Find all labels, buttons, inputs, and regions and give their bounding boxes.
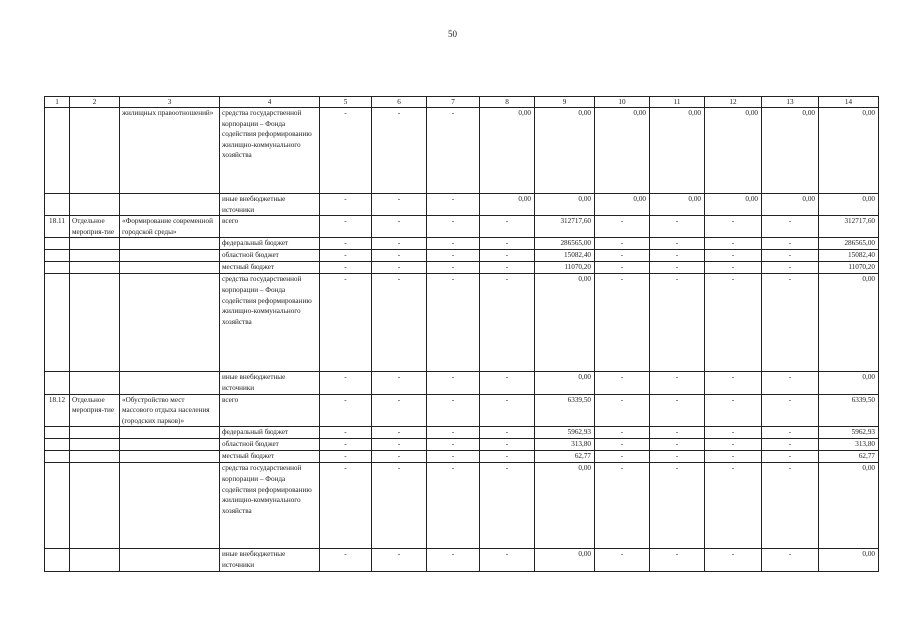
value-cell: - bbox=[427, 463, 480, 549]
value-cell: 313,80 bbox=[535, 439, 595, 451]
funding-source-cell: местный бюджет bbox=[220, 451, 320, 463]
funding-source-cell: областной бюджет bbox=[220, 250, 320, 262]
funding-source-cell: средства государственной корпорации – Фонда содействия реформированию жилищно-коммунального хозяйства bbox=[220, 108, 320, 194]
table-row bbox=[45, 216, 879, 238]
item-name-cell: жилищных правоотношений» bbox=[120, 108, 220, 194]
item-type-cell bbox=[70, 274, 120, 372]
value-cell: - bbox=[650, 439, 705, 451]
item-number-cell bbox=[45, 194, 70, 216]
column-header: 8 bbox=[480, 97, 535, 108]
value-cell: - bbox=[480, 439, 535, 451]
value-cell: 62,77 bbox=[819, 451, 879, 463]
value-cell: - bbox=[705, 427, 762, 439]
item-number-cell bbox=[45, 451, 70, 463]
value-cell: 0,00 bbox=[762, 108, 819, 194]
value-cell: - bbox=[372, 250, 427, 262]
value-cell: - bbox=[480, 394, 535, 427]
column-header: 1 bbox=[45, 97, 70, 108]
column-header: 6 bbox=[372, 97, 427, 108]
item-number-cell bbox=[45, 250, 70, 262]
column-header: 7 bbox=[427, 97, 480, 108]
value-cell: - bbox=[705, 451, 762, 463]
value-cell: - bbox=[372, 238, 427, 250]
value-cell: 0,00 bbox=[819, 194, 879, 216]
item-type-cell bbox=[70, 439, 120, 451]
value-cell: - bbox=[427, 427, 480, 439]
value-cell: - bbox=[480, 427, 535, 439]
value-cell: - bbox=[650, 262, 705, 274]
value-cell: - bbox=[320, 463, 372, 549]
item-number-cell bbox=[45, 274, 70, 372]
item-number-cell bbox=[45, 439, 70, 451]
value-cell: - bbox=[320, 262, 372, 274]
value-cell: - bbox=[650, 216, 705, 238]
item-number-cell: 18.12 bbox=[45, 394, 70, 427]
item-name-cell bbox=[120, 194, 220, 216]
funding-source-cell: федеральный бюджет bbox=[220, 427, 320, 439]
value-cell: - bbox=[650, 549, 705, 571]
item-name-cell bbox=[120, 463, 220, 549]
value-cell: - bbox=[595, 549, 650, 571]
value-cell: - bbox=[427, 194, 480, 216]
value-cell: - bbox=[320, 427, 372, 439]
value-cell: 5962,93 bbox=[535, 427, 595, 439]
item-name-cell bbox=[120, 372, 220, 394]
item-number-cell bbox=[45, 108, 70, 194]
value-cell: 0,00 bbox=[705, 194, 762, 216]
value-cell: - bbox=[427, 394, 480, 427]
item-number-cell bbox=[45, 238, 70, 250]
item-name-cell bbox=[120, 250, 220, 262]
value-cell: - bbox=[427, 274, 480, 372]
item-type-cell bbox=[70, 238, 120, 250]
value-cell: - bbox=[595, 427, 650, 439]
item-name-cell bbox=[120, 262, 220, 274]
value-cell: 0,00 bbox=[480, 194, 535, 216]
value-cell: - bbox=[427, 549, 480, 571]
table-row bbox=[45, 194, 879, 216]
value-cell: - bbox=[427, 216, 480, 238]
item-name-cell: «Обустройство мест массового отдыха населения (городских парков)» bbox=[120, 394, 220, 427]
value-cell: - bbox=[705, 549, 762, 571]
item-type-cell bbox=[70, 549, 120, 571]
value-cell: - bbox=[372, 439, 427, 451]
value-cell: - bbox=[427, 262, 480, 274]
value-cell: - bbox=[705, 274, 762, 372]
column-header: 3 bbox=[120, 97, 220, 108]
value-cell: - bbox=[595, 262, 650, 274]
value-cell: - bbox=[705, 216, 762, 238]
item-name-cell bbox=[120, 439, 220, 451]
value-cell: - bbox=[372, 372, 427, 394]
value-cell: - bbox=[320, 194, 372, 216]
header-row bbox=[45, 97, 879, 108]
value-cell: - bbox=[762, 238, 819, 250]
value-cell: - bbox=[427, 451, 480, 463]
value-cell: 0,00 bbox=[819, 463, 879, 549]
item-type-cell bbox=[70, 372, 120, 394]
value-cell: 11070,20 bbox=[535, 262, 595, 274]
value-cell: - bbox=[427, 238, 480, 250]
value-cell: - bbox=[705, 372, 762, 394]
value-cell: - bbox=[480, 216, 535, 238]
value-cell: - bbox=[372, 463, 427, 549]
table-row bbox=[45, 238, 879, 250]
value-cell: - bbox=[762, 250, 819, 262]
value-cell: 0,00 bbox=[535, 372, 595, 394]
item-number-cell: 18.11 bbox=[45, 216, 70, 238]
value-cell: 0,00 bbox=[595, 194, 650, 216]
value-cell: - bbox=[705, 262, 762, 274]
value-cell: - bbox=[650, 451, 705, 463]
table-row bbox=[45, 250, 879, 262]
value-cell: - bbox=[427, 372, 480, 394]
item-type-cell bbox=[70, 194, 120, 216]
value-cell: - bbox=[427, 250, 480, 262]
table-row bbox=[45, 549, 879, 571]
column-header: 2 bbox=[70, 97, 120, 108]
value-cell: - bbox=[705, 394, 762, 427]
table-row bbox=[45, 372, 879, 394]
value-cell: - bbox=[480, 451, 535, 463]
value-cell: - bbox=[320, 439, 372, 451]
funding-source-cell: средства государственной корпорации – Фонда содействия реформированию жилищно-коммунального хозяйства bbox=[220, 274, 320, 372]
value-cell: 0,00 bbox=[535, 549, 595, 571]
value-cell: 15082,40 bbox=[819, 250, 879, 262]
value-cell: - bbox=[427, 108, 480, 194]
value-cell: - bbox=[320, 250, 372, 262]
item-number-cell bbox=[45, 463, 70, 549]
value-cell: - bbox=[762, 463, 819, 549]
item-name-cell bbox=[120, 451, 220, 463]
value-cell: 0,00 bbox=[705, 108, 762, 194]
item-number-cell bbox=[45, 427, 70, 439]
table-row bbox=[45, 274, 879, 372]
value-cell: - bbox=[595, 439, 650, 451]
item-name-cell bbox=[120, 549, 220, 571]
funding-source-cell: иные внебюджетные источники bbox=[220, 372, 320, 394]
value-cell: - bbox=[762, 451, 819, 463]
column-header: 11 bbox=[650, 97, 705, 108]
value-cell: - bbox=[595, 238, 650, 250]
value-cell: - bbox=[762, 439, 819, 451]
value-cell: 0,00 bbox=[819, 108, 879, 194]
value-cell: 0,00 bbox=[535, 194, 595, 216]
value-cell: - bbox=[480, 372, 535, 394]
funding-source-cell: средства государственной корпорации – Фонда содействия реформированию жилищно-коммунального хозяйства bbox=[220, 463, 320, 549]
value-cell: - bbox=[650, 463, 705, 549]
item-type-cell bbox=[70, 427, 120, 439]
value-cell: 0,00 bbox=[762, 194, 819, 216]
value-cell: 312717,60 bbox=[819, 216, 879, 238]
value-cell: - bbox=[480, 262, 535, 274]
value-cell: - bbox=[320, 238, 372, 250]
item-number-cell bbox=[45, 262, 70, 274]
value-cell: - bbox=[705, 463, 762, 549]
column-header: 9 bbox=[535, 97, 595, 108]
value-cell: - bbox=[595, 394, 650, 427]
value-cell: - bbox=[650, 250, 705, 262]
item-type-cell bbox=[70, 451, 120, 463]
item-name-cell: «Формирование современной городской среды» bbox=[120, 216, 220, 238]
column-header: 14 bbox=[819, 97, 879, 108]
value-cell: - bbox=[762, 216, 819, 238]
value-cell: - bbox=[372, 194, 427, 216]
value-cell: 0,00 bbox=[535, 463, 595, 549]
value-cell: - bbox=[480, 549, 535, 571]
value-cell: - bbox=[320, 216, 372, 238]
table-row bbox=[45, 394, 879, 427]
column-header: 10 bbox=[595, 97, 650, 108]
funding-source-cell: федеральный бюджет bbox=[220, 238, 320, 250]
funding-source-cell: всего bbox=[220, 394, 320, 427]
value-cell: 6339,50 bbox=[535, 394, 595, 427]
value-cell: - bbox=[595, 216, 650, 238]
value-cell: - bbox=[705, 439, 762, 451]
value-cell: - bbox=[480, 250, 535, 262]
table-row bbox=[45, 451, 879, 463]
table-row bbox=[45, 439, 879, 451]
item-type-cell bbox=[70, 463, 120, 549]
page-number: 50 bbox=[448, 29, 457, 39]
value-cell: - bbox=[320, 451, 372, 463]
value-cell: 0,00 bbox=[595, 108, 650, 194]
value-cell: - bbox=[320, 394, 372, 427]
value-cell: 15082,40 bbox=[535, 250, 595, 262]
value-cell: 0,00 bbox=[535, 108, 595, 194]
value-cell: - bbox=[650, 372, 705, 394]
value-cell: - bbox=[762, 427, 819, 439]
value-cell: - bbox=[372, 549, 427, 571]
value-cell: 286565,00 bbox=[819, 238, 879, 250]
value-cell: - bbox=[762, 549, 819, 571]
value-cell: - bbox=[372, 216, 427, 238]
value-cell: 312717,60 bbox=[535, 216, 595, 238]
value-cell: - bbox=[427, 439, 480, 451]
value-cell: 11070,20 bbox=[819, 262, 879, 274]
value-cell: 6339,50 bbox=[819, 394, 879, 427]
value-cell: - bbox=[650, 394, 705, 427]
value-cell: 313,80 bbox=[819, 439, 879, 451]
column-header: 12 bbox=[705, 97, 762, 108]
funding-source-cell: иные внебюджетные источники bbox=[220, 194, 320, 216]
value-cell: - bbox=[762, 262, 819, 274]
value-cell: 0,00 bbox=[819, 372, 879, 394]
item-number-cell bbox=[45, 549, 70, 571]
table-row bbox=[45, 108, 879, 194]
value-cell: - bbox=[320, 549, 372, 571]
column-header: 4 bbox=[220, 97, 320, 108]
item-type-cell bbox=[70, 108, 120, 194]
item-name-cell bbox=[120, 274, 220, 372]
value-cell: - bbox=[650, 427, 705, 439]
value-cell: - bbox=[595, 463, 650, 549]
value-cell: - bbox=[372, 451, 427, 463]
value-cell: - bbox=[320, 274, 372, 372]
value-cell: - bbox=[650, 274, 705, 372]
value-cell: - bbox=[595, 274, 650, 372]
item-name-cell bbox=[120, 238, 220, 250]
value-cell: 286565,00 bbox=[535, 238, 595, 250]
value-cell: - bbox=[372, 427, 427, 439]
funding-source-cell: всего bbox=[220, 216, 320, 238]
value-cell: - bbox=[705, 238, 762, 250]
value-cell: - bbox=[595, 372, 650, 394]
value-cell: 5962,93 bbox=[819, 427, 879, 439]
value-cell: 0,00 bbox=[480, 108, 535, 194]
value-cell: - bbox=[762, 274, 819, 372]
value-cell: - bbox=[480, 238, 535, 250]
value-cell: - bbox=[372, 274, 427, 372]
item-type-cell: Отдельное мероприя-тие bbox=[70, 394, 120, 427]
funding-source-cell: иные внебюджетные источники bbox=[220, 549, 320, 571]
value-cell: - bbox=[762, 372, 819, 394]
value-cell: - bbox=[480, 463, 535, 549]
table-row bbox=[45, 463, 879, 549]
value-cell: 0,00 bbox=[650, 108, 705, 194]
item-type-cell: Отдельное мероприя-тие bbox=[70, 216, 120, 238]
table-row bbox=[45, 427, 879, 439]
column-header: 5 bbox=[320, 97, 372, 108]
value-cell: - bbox=[372, 394, 427, 427]
item-type-cell bbox=[70, 250, 120, 262]
value-cell: - bbox=[372, 262, 427, 274]
value-cell: - bbox=[320, 108, 372, 194]
table-row bbox=[45, 262, 879, 274]
value-cell: - bbox=[762, 394, 819, 427]
item-number-cell bbox=[45, 372, 70, 394]
value-cell: 0,00 bbox=[819, 549, 879, 571]
value-cell: - bbox=[320, 372, 372, 394]
value-cell: - bbox=[705, 250, 762, 262]
value-cell: - bbox=[480, 274, 535, 372]
value-cell: 0,00 bbox=[535, 274, 595, 372]
value-cell: 62,77 bbox=[535, 451, 595, 463]
value-cell: 0,00 bbox=[819, 274, 879, 372]
funding-source-cell: местный бюджет bbox=[220, 262, 320, 274]
column-header: 13 bbox=[762, 97, 819, 108]
value-cell: - bbox=[595, 250, 650, 262]
item-name-cell bbox=[120, 427, 220, 439]
value-cell: - bbox=[595, 451, 650, 463]
value-cell: - bbox=[372, 108, 427, 194]
item-type-cell bbox=[70, 262, 120, 274]
value-cell: 0,00 bbox=[650, 194, 705, 216]
value-cell: - bbox=[650, 238, 705, 250]
budget-table bbox=[44, 96, 879, 572]
funding-source-cell: областной бюджет bbox=[220, 439, 320, 451]
